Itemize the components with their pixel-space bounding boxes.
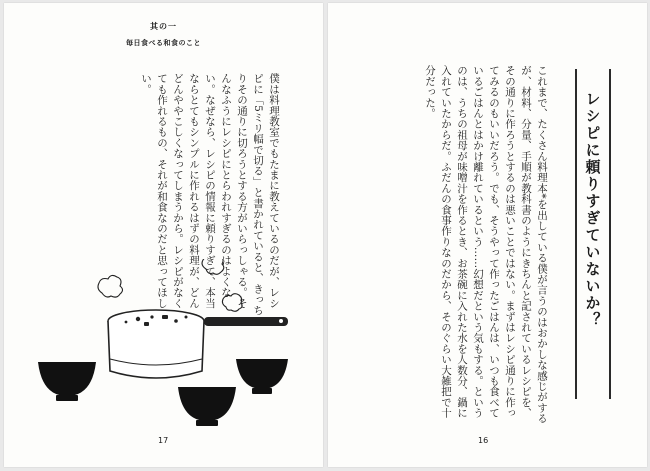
section-headline	[575, 69, 611, 399]
headline-text: レシピに頼りすぎていないか？	[583, 91, 602, 329]
right-page	[328, 3, 647, 467]
rice-bowl-icon	[236, 359, 288, 394]
left-page	[4, 3, 323, 467]
left-body-text: 僕は料理教室でもたまに教えているのだが、レシピに「5ミリ幅で切る」と書かれていると、きっちりその通りに切ろうとする方がいらっしゃる。そんなふうにレシピにとらわれすぎるのはよくない。なぜなら、レシピの情報に頼りすぎて、本当ならとてもシンプルに作れるはずの料理が、どんどんややこしくなってしまうから。レシピがなくても作れるもの、それが和食なのだと思ってほしい。	[140, 73, 280, 316]
page-number: 17	[158, 436, 169, 445]
chapter-number: 其の一	[150, 22, 177, 31]
right-body-text: これまで、たくさん料理本*を出している僕が言うのはおかしな感じがするが、材料、分量、手順が教科書のようにきちんと記されているレシピを、その通りに作ろうとするのは悪いことではない。まずはレシピ通りに作ってみるのもいいだろう。でも、そうやって作ったごはんは、いつも食べているごはんとはかけ離れているという……幻想だという気もする。というのは、うちの祖母が味噌汁を作るとき、お茶碗に入れた水を人数分、鍋に入れていたからだ。ふだんの食事作りなのだから、そのぐらい大雑把で十分だった。	[424, 65, 548, 424]
page-number: 16	[478, 436, 489, 445]
chapter-title: 毎日食べる和食のこと	[126, 39, 201, 47]
rice-bowl-icon	[178, 387, 236, 426]
pot-and-bowls-illustration	[26, 259, 306, 449]
steam-icon	[98, 259, 242, 311]
rice-bowl-icon	[38, 362, 96, 401]
chapter-heading	[4, 21, 323, 48]
